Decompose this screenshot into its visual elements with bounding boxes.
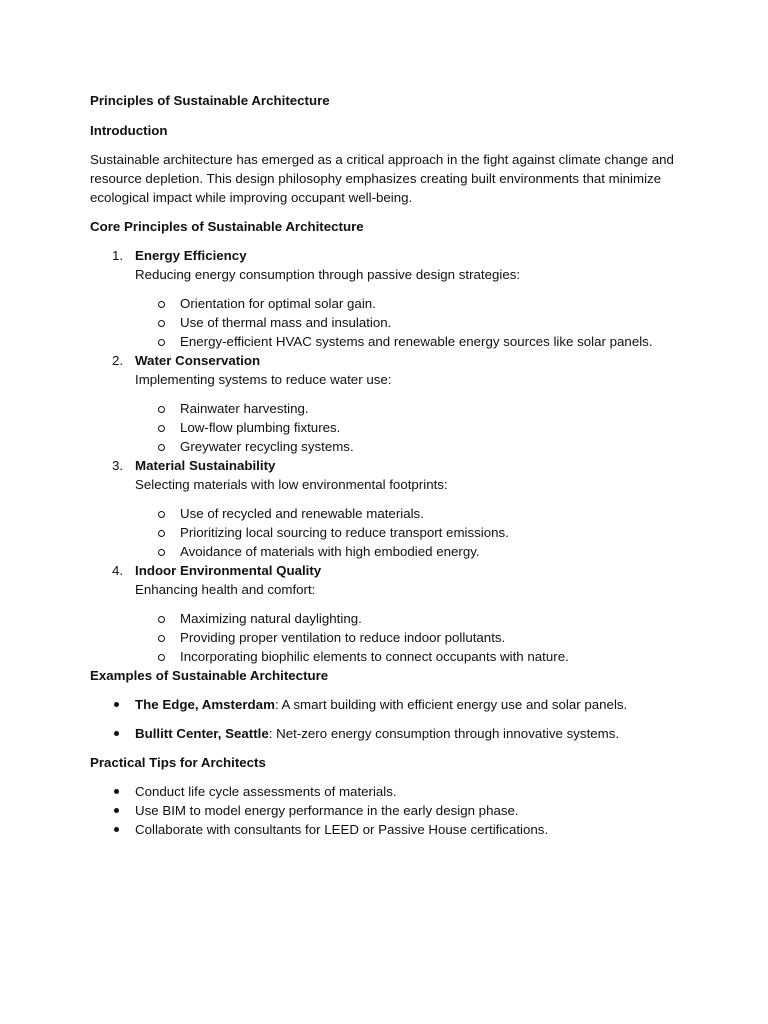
intro-paragraph: Sustainable architecture has emerged as a critical approach in the fight against climate change and resource depletion. This design philosophy emphasizes creating built environments that minimize ecological impact while improving occupant well-being.: [90, 152, 674, 205]
example-name: The Edge, Amsterdam: [135, 697, 275, 712]
sublist-item-text: Use of thermal mass and insulation.: [180, 315, 392, 330]
example-name: Bullitt Center, Seattle: [135, 726, 269, 741]
circle-bullet-icon: [158, 530, 165, 537]
circle-bullet-icon: [158, 425, 165, 432]
tips-heading: Practical Tips for Architects: [90, 755, 266, 770]
tips-list: [90, 782, 690, 839]
principle-item: [90, 246, 690, 351]
circle-bullet-icon: [158, 320, 165, 327]
example-text: : A smart building with efficient energy use and solar panels.: [274, 697, 628, 712]
sublist-item: [90, 399, 690, 418]
bullet-icon: [114, 808, 119, 813]
circle-bullet-icon: [158, 406, 165, 413]
principle-description: Implementing systems to reduce water use:: [135, 372, 392, 387]
circle-bullet-icon: [158, 616, 165, 623]
core-principles-list: [90, 246, 690, 666]
circle-bullet-icon: [158, 654, 165, 661]
tip-text: Collaborate with consultants for LEED or Passive House certifications.: [135, 822, 549, 837]
tip-text: Use BIM to model energy performance in the early design phase.: [135, 803, 519, 818]
sublist-item: [90, 313, 690, 332]
principle-sublist: [135, 504, 690, 561]
sublist-item: [90, 332, 690, 351]
circle-bullet-icon: [158, 511, 165, 518]
sublist-item: [90, 418, 690, 437]
sublist-item: [90, 523, 690, 542]
principle-title: Water Conservation: [135, 353, 261, 368]
sublist-item: [90, 628, 690, 647]
sublist-item-text: Providing proper ventilation to reduce indoor pollutants.: [180, 630, 506, 645]
sublist-item-text: Maximizing natural daylighting.: [180, 611, 362, 626]
sublist-item-text: Energy-efficient HVAC systems and renewable energy sources like solar panels.: [180, 334, 653, 349]
sublist-item-text: Greywater recycling systems.: [180, 439, 354, 454]
bullet-icon: [114, 731, 119, 736]
principle-sublist: [135, 609, 690, 666]
principle-sublist: [135, 399, 690, 456]
example-text: : Net-zero energy consumption through innovative systems.: [268, 726, 620, 741]
principle-sublist: [135, 294, 690, 351]
principle-description: Selecting materials with low environmental footprints:: [135, 477, 448, 492]
circle-bullet-icon: [158, 339, 165, 346]
circle-bullet-icon: [158, 444, 165, 451]
sublist-item-text: Use of recycled and renewable materials.: [180, 506, 424, 521]
tip-item: [90, 801, 690, 820]
examples-heading: Examples of Sustainable Architecture: [90, 668, 329, 683]
principle-title: Indoor Environmental Quality: [135, 563, 322, 578]
principle-number: 1.: [112, 248, 124, 263]
example-item: [90, 695, 690, 714]
bullet-icon: [114, 702, 119, 707]
examples-list: [90, 695, 690, 714]
sublist-item: [90, 437, 690, 456]
sublist-item-text: Avoidance of materials with high embodied energy.: [180, 544, 480, 559]
example-item: [90, 724, 690, 743]
principle-title: Energy Efficiency: [135, 248, 247, 263]
principle-number: 3.: [112, 458, 124, 473]
sublist-item-text: Incorporating biophilic elements to connect occupants with nature.: [180, 649, 569, 664]
sublist-item: [90, 609, 690, 628]
sublist-item: [90, 294, 690, 313]
sublist-item-text: Low-flow plumbing fixtures.: [180, 420, 341, 435]
principle-title: Material Sustainability: [135, 458, 276, 473]
circle-bullet-icon: [158, 301, 165, 308]
principle-description: Reducing energy consumption through passive design strategies:: [135, 267, 521, 282]
principle-item: [90, 456, 690, 561]
document-page: [90, 91, 690, 839]
document-title: Principles of Sustainable Architecture: [90, 93, 330, 108]
circle-bullet-icon: [158, 549, 165, 556]
bullet-icon: [114, 827, 119, 832]
principle-description: Enhancing health and comfort:: [135, 582, 316, 597]
sublist-item: [90, 504, 690, 523]
sublist-item-text: Orientation for optimal solar gain.: [180, 296, 376, 311]
sublist-item: [90, 647, 690, 666]
examples-list: [90, 724, 690, 743]
sublist-item-text: Prioritizing local sourcing to reduce transport emissions.: [180, 525, 509, 540]
intro-heading: Introduction: [90, 123, 168, 138]
sublist-item: [90, 542, 690, 561]
core-principles-heading: Core Principles of Sustainable Architecture: [90, 219, 364, 234]
tip-text: Conduct life cycle assessments of materials.: [135, 784, 397, 799]
tip-item: [90, 820, 690, 839]
sublist-item-text: Rainwater harvesting.: [180, 401, 309, 416]
principle-item: [90, 351, 690, 456]
tip-item: [90, 782, 690, 801]
principle-number: 4.: [112, 563, 124, 578]
principle-item: [90, 561, 690, 666]
bullet-icon: [114, 789, 119, 794]
circle-bullet-icon: [158, 635, 165, 642]
principle-number: 2.: [112, 353, 124, 368]
